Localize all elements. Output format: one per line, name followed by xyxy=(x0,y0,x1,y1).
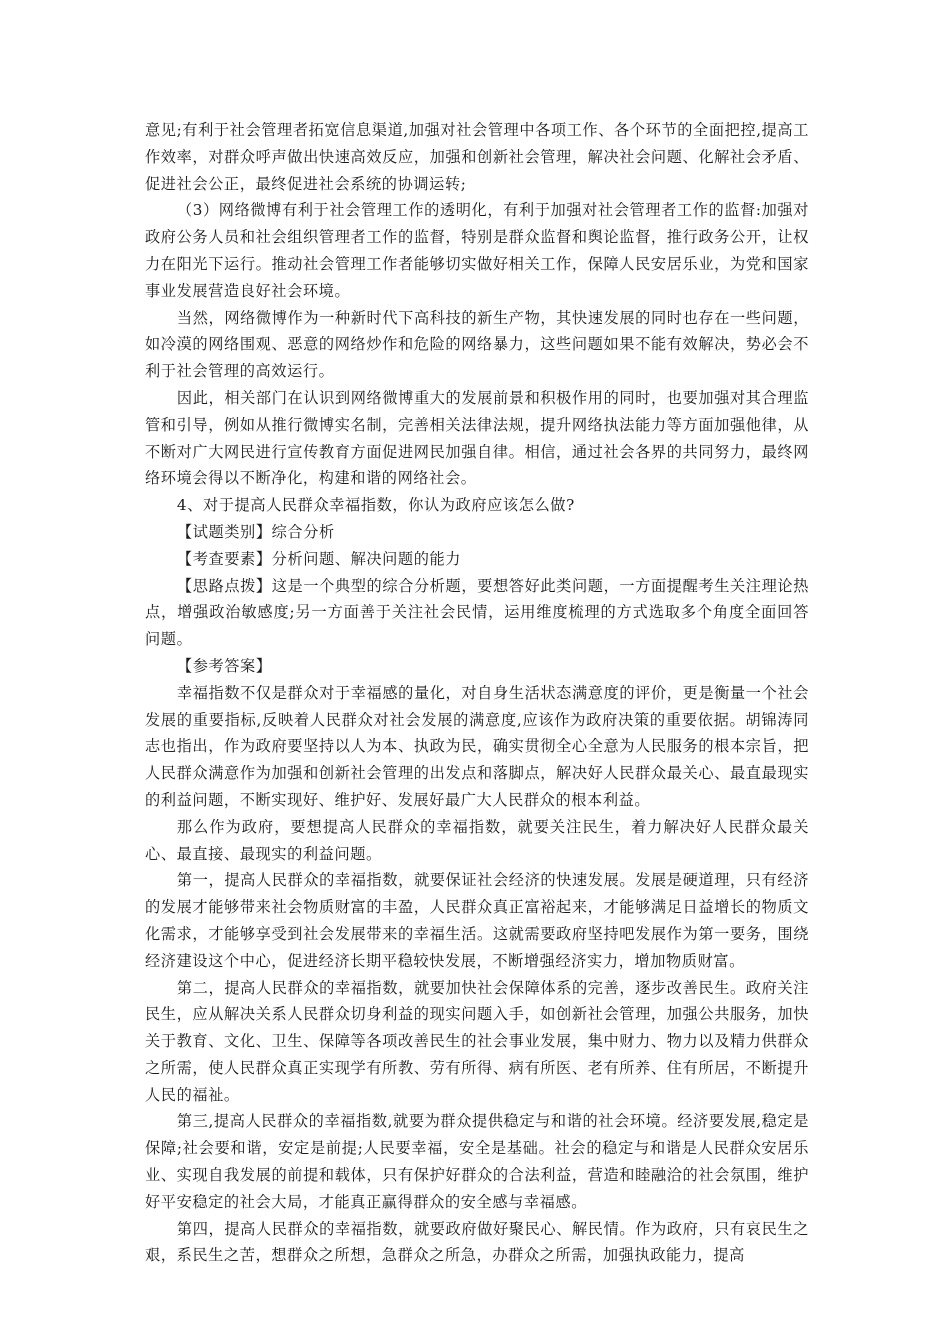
answer-point-4: 第四，提高人民群众的幸福指数，就要政府做好聚民心、解民情。作为政府，只有哀民生之艰，系民生之苦，想群众之所想，急群众之所急，办群众之所需，加强执政能力，提高 xyxy=(145,1219,809,1265)
paragraph-problems: 当然，网络微博作为一种新时代下高科技的新生产物，其快速发展的同时也存在一些问题，如冷漠的网络围观、恶意的网络炒作和危险的网络暴力，这些问题如果不能有效解决，势必会不利于社会管理的高效运行。 xyxy=(145,308,809,381)
reference-answer-label: 【参考答案】 xyxy=(176,656,272,675)
question-4-heading: 4、对于提高人民群众幸福指数，你认为政府应该怎么做? xyxy=(176,496,575,515)
paragraph-point-3: （3）网络微博有利于社会管理工作的透明化，有利于加强对社会管理者工作的监督:加强对政府公务人员和社会组织管理者工作的监督，特别是群众监督和舆论监督，推行政务公开，让权力在阳光下运行。推动社会管理工作者能够切实做好相关工作，保障人民安居乐业，为党和国家事业发展营造良好社会环境。 xyxy=(145,201,809,300)
answer-transition: 那么作为政府，要想提高人民群众的幸福指数，就要关注民生，着力解决好人民群众最关心、最直接、最现实的利益问题。 xyxy=(145,817,809,863)
question-elements: 【考查要素】分析问题、解决问题的能力 xyxy=(176,549,462,568)
document-body xyxy=(145,117,809,1269)
question-hint: 【思路点拨】这是一个典型的综合分析题，要想答好此类问题，一方面提醒考生关注理论热点，增强政治敏感度;另一方面善于关注社会民情，运用维度梳理的方式选取多个角度全面回答问题。 xyxy=(145,576,809,649)
question-category: 【试题类别】综合分析 xyxy=(176,522,335,541)
paragraph-conclusion: 因此，相关部门在认识到网络微博重大的发展前景和积极作用的同时，也要加强对其合理监管和引导，例如从推行微博实名制，完善相关法律法规，提升网络执法能力等方面加强他律，从不断对广大网民进行宣传教育方面促进网民加强自律。相信，通过社会各界的共同努力，最终网络环境会得以不断净化，构建和谐的网络社会。 xyxy=(145,388,809,488)
paragraph-continued: 意见;有利于社会管理者拓宽信息渠道,加强对社会管理中各项工作、各个环节的全面把控,提高工作效率，对群众呼声做出快速高效反应，加强和创新社会管理，解决社会问题、化解社会矛盾、促进社会公正，最终促进社会系统的协调运转; xyxy=(145,121,809,193)
answer-point-2: 第二，提高人民群众的幸福指数，就要加快社会保障体系的完善，逐步改善民生。政府关注民生，应从解决关系人民群众切身利益的现实问题入手，如创新社会管理，加强公共服务，加快关于教育、文化、卫生、保障等各项改善民生的社会事业发展，集中财力、物力以及精力供群众之所需，使人民群众真正实现学有所教、劳有所得、病有所医、老有所养、住有所居，不断提升人民的福祉。 xyxy=(145,978,809,1104)
answer-point-3: 第三,提高人民群众的幸福指数,就要为群众提供稳定与和谐的社会环境。经济要发展,稳定是保障;社会要和谐，安定是前提;人民要幸福，安全是基础。社会的稳定与和谐是人民群众安居乐业、实现自我发展的前提和载体，只有保护好群众的合法利益，营造和睦融洽的社会氛围，维护好平安稳定的社会大局，才能真正赢得群众的安全感与幸福感。 xyxy=(145,1112,809,1211)
answer-point-1: 第一，提高人民群众的幸福指数，就要保证社会经济的快速发展。发展是硬道理，只有经济的发展才能够带来社会物质财富的丰盈，人民群众真正富裕起来，才能够满足日益增长的物质文化需求，才能够享受到社会发展带来的幸福生活。这就需要政府坚持吧发展作为第一要务，围绕经济建设这个中心，促进经济长期平稳较快发展，不断增强经济实力，增加物质财富。 xyxy=(145,871,809,970)
answer-intro: 幸福指数不仅是群众对于幸福感的量化，对自身生活状态满意度的评价，更是衡量一个社会发展的重要指标,反映着人民群众对社会发展的满意度,应该作为政府决策的重要依据。胡锦涛同志也指出，作为政府要坚持以人为本、执政为民，确实贯彻全心全意为人民服务的根本宗旨，把人民群众满意作为加强和创新社会管理的出发点和落脚点，解决好人民群众最关心、最直最现实的利益问题，不断实现好、维护好、发展好最广大人民群众的根本利益。 xyxy=(145,683,809,809)
